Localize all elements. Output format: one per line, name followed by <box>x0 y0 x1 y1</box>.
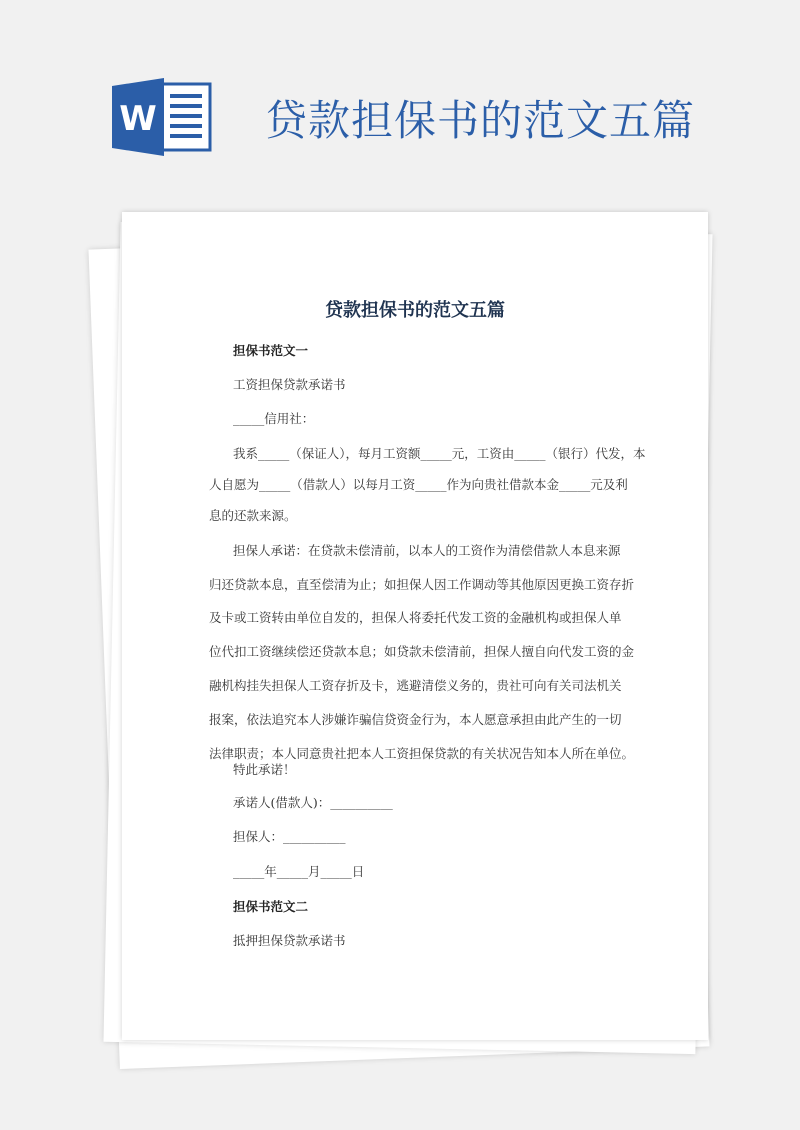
body-line: 息的还款来源。 <box>209 508 297 523</box>
body-line: 报案，依法追究本人涉嫌诈骗信贷资金行为，本人愿意承担由此产生的一切 <box>209 712 622 727</box>
body-line: 人自愿为_____（借款人）以每月工资_____作为向贵社借款本金_____元及利 <box>209 477 628 492</box>
body-line: 位代扣工资继续偿还贷款本息；如贷款未偿清前，担保人擅自向代发工资的金 <box>209 644 635 659</box>
addressee: _____信用社： <box>233 411 315 426</box>
subtitle: 抵押担保贷款承诺书 <box>233 933 346 948</box>
section-heading: 担保书范文二 <box>233 899 309 914</box>
date-line: _____年_____月_____日 <box>233 864 365 879</box>
body-line: 融机构挂失担保人工资存折及卡，逃避清偿义务的，贵社可向有关司法机关 <box>209 678 622 693</box>
header-title: 贷款担保书的范文五篇 <box>265 96 696 145</box>
body-line: 归还贷款本息，直至偿清为止；如担保人因工作调动等其他原因更换工资存折 <box>209 577 635 592</box>
signature-borrower: 承诺人(借款人)：__________ <box>233 795 393 810</box>
section-heading: 担保书范文一 <box>233 343 309 358</box>
signature-guarantor: 担保人：__________ <box>233 829 346 844</box>
svg-text:W: W <box>119 99 157 139</box>
body-line: 担保人承诺：在贷款未偿清前，以本人的工资作为清偿借款人本息来源 <box>233 543 621 558</box>
subtitle: 工资担保贷款承诺书 <box>233 377 346 392</box>
document-page <box>122 212 708 1040</box>
body-line: 法律职责；本人同意贵社把本人工资担保贷款的有关状况告知本人所在单位。 <box>209 746 635 761</box>
document-title: 贷款担保书的范文五篇 <box>325 300 505 321</box>
body-line: 及卡或工资转由单位自发的，担保人将委托代发工资的金融机构或担保人单 <box>209 610 622 625</box>
word-icon <box>112 78 212 156</box>
closing: 特此承诺！ <box>233 762 296 777</box>
body-line: 我系_____（保证人），每月工资额_____元，工资由_____（银行）代发，本 <box>233 446 646 461</box>
